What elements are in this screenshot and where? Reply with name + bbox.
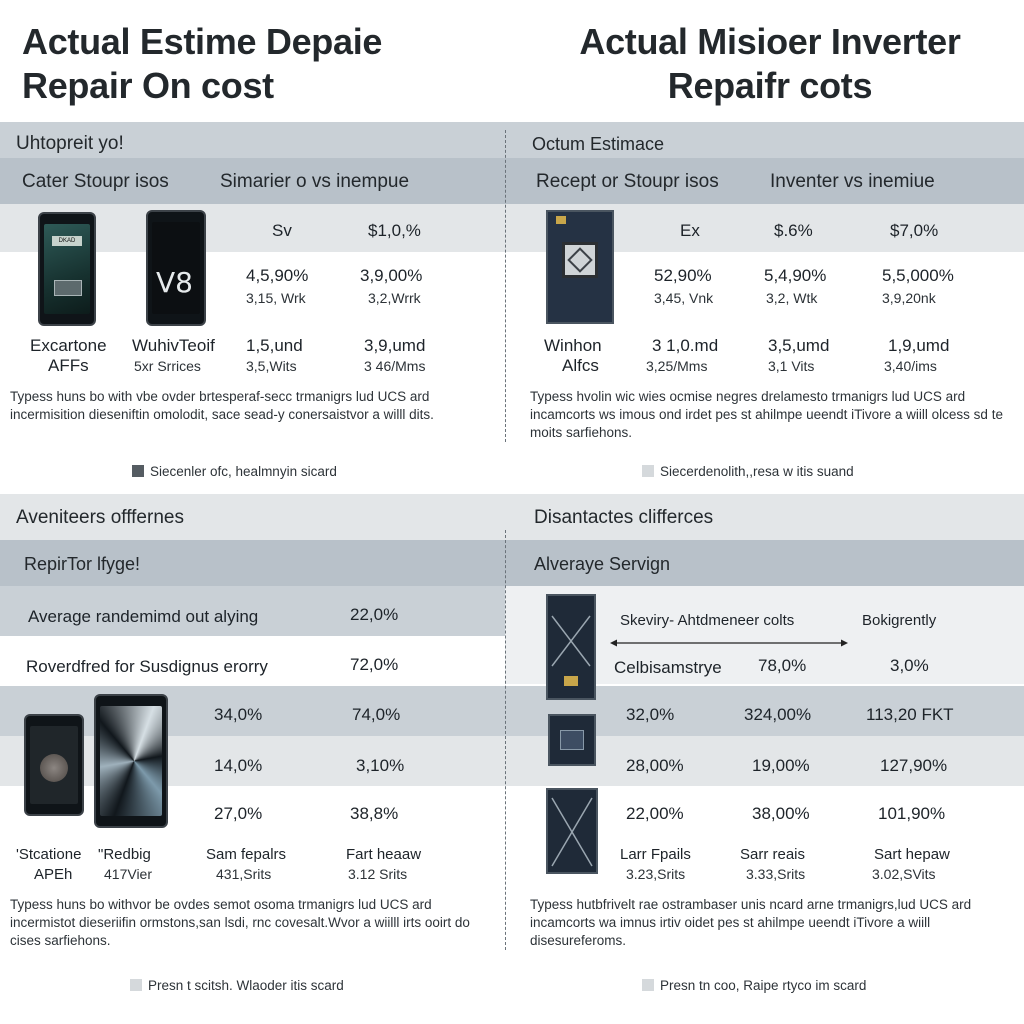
circuit-icon bbox=[548, 790, 596, 872]
right-bottom-legend bbox=[642, 978, 866, 993]
left-bottom-grid-cell: 27,0% bbox=[214, 804, 263, 823]
right-title-line-2: Repaifr cots bbox=[667, 65, 873, 106]
left-top-subcell: 3 46/Mms bbox=[364, 358, 426, 374]
left-bottom-grid-cell: 38,8% bbox=[350, 804, 399, 823]
left-top-col2-header: Simarier o vs inempue bbox=[220, 171, 410, 192]
car-icon bbox=[54, 280, 82, 296]
left-top-legend bbox=[132, 464, 337, 479]
right-top-section-title: Octum Estimace bbox=[532, 134, 665, 154]
right-bottom-foot-label: Sarr reais bbox=[740, 846, 806, 863]
right-bottom-grid-cell: 32,0% bbox=[626, 705, 675, 724]
inverter-image-4 bbox=[546, 788, 598, 874]
left-top-subcell: 3,5,Wits bbox=[246, 358, 297, 374]
phone-image-1 bbox=[38, 212, 96, 326]
left-bottom-device-label: 'Stcatione bbox=[16, 846, 82, 863]
inverter-image-1 bbox=[546, 210, 614, 324]
right-bottom-grid-cell: 113,20 FKT bbox=[866, 705, 954, 724]
left-bottom-row-value: 72,0% bbox=[350, 655, 399, 674]
left-bottom-grid-cell: 14,0% bbox=[214, 756, 263, 775]
left-top-cell: 3,9,00% bbox=[360, 266, 423, 285]
right-page-title bbox=[550, 20, 990, 108]
right-top-cell: 3 1,0.md bbox=[652, 336, 719, 355]
right-bottom-col2-header: Bokigrently bbox=[862, 612, 937, 629]
right-bottom-grid-cell: 324,00% bbox=[744, 705, 812, 724]
left-top-footnote: Typess huns bo with vbe ovder brtesperaf-secc trmanigrs lud UCS ard incermisition dieseniftin omolodit, sace sead-y conersaistvor a willl dits. bbox=[10, 389, 434, 422]
left-bottom-foot-value: 3.12 Srits bbox=[348, 866, 408, 882]
legend-text: Presn tn coo, Raipe rtyco im scard bbox=[660, 978, 867, 993]
right-bottom-foot-label: Larr Fpails bbox=[620, 846, 691, 863]
left-bottom-grid-cell: 74,0% bbox=[352, 705, 401, 724]
left-top-cell: 1,5,und bbox=[246, 336, 303, 355]
legend-swatch bbox=[642, 465, 654, 477]
left-page-title bbox=[22, 20, 382, 108]
left-bottom-header: RepirTor lfyge! bbox=[24, 554, 141, 574]
left-bottom-row-value: 22,0% bbox=[350, 605, 399, 624]
phone-image-2 bbox=[146, 210, 206, 326]
left-bottom-device-label: APEh bbox=[34, 866, 73, 883]
right-top-cell: Ex bbox=[680, 221, 700, 240]
right-bottom-foot-value: 3.33,Srits bbox=[746, 866, 806, 882]
right-top-subcell: 3,1 Vits bbox=[768, 358, 815, 374]
right-top-cell: 52,90% bbox=[654, 266, 712, 285]
right-top-cell: 1,9,umd bbox=[888, 336, 950, 355]
phone-screen-text: V8 bbox=[156, 266, 193, 299]
bottom-divider bbox=[505, 530, 506, 950]
left-bottom-legend bbox=[130, 978, 344, 993]
left-top-device-label: AFFs bbox=[48, 356, 89, 375]
right-top-col1-header: Recept or Stoupr isos bbox=[536, 171, 719, 192]
left-bottom-section-title: Aveniteers offfernes bbox=[16, 507, 184, 528]
right-top-device-label: Winhon bbox=[544, 336, 602, 355]
right-top-subcell: 3,40/ims bbox=[884, 358, 937, 374]
right-top-cell: $7,0% bbox=[890, 221, 939, 240]
left-bottom-foot-label: Fart heaaw bbox=[346, 846, 422, 863]
right-bottom-cell: 78,0% bbox=[758, 656, 807, 675]
right-bottom-section-title: Disantactes clifferces bbox=[534, 507, 714, 528]
right-top-legend bbox=[642, 464, 854, 479]
right-bottom-foot-label: Sart hepaw bbox=[874, 846, 950, 863]
left-bottom-device-label: 417Vier bbox=[104, 866, 153, 882]
left-bottom-foot-label: Sam fepalrs bbox=[206, 846, 287, 863]
right-bottom-foot-value: 3.23,Srits bbox=[626, 866, 686, 882]
right-top-cell: 5,4,90% bbox=[764, 266, 827, 285]
left-top-subcell: 3,2,Wrrk bbox=[368, 290, 421, 306]
right-bottom-grid-cell: 22,00% bbox=[626, 804, 684, 823]
left-bottom-grid-cell: 34,0% bbox=[214, 705, 263, 724]
phone-image-4 bbox=[94, 694, 168, 828]
right-bottom-col1-header: Skeviry- Ahtdmeneer colts bbox=[620, 612, 795, 629]
inverter-image-3 bbox=[548, 714, 596, 766]
left-top-cell: 3,9,umd bbox=[364, 336, 426, 355]
range-arrow-icon bbox=[610, 638, 848, 648]
right-top-subcell: 3,2, Wtk bbox=[766, 290, 818, 306]
legend-swatch bbox=[130, 979, 142, 991]
right-bottom-header: Alveraye Servign bbox=[534, 554, 671, 574]
inverter-image-2 bbox=[546, 594, 596, 700]
right-bottom-grid-cell: 38,00% bbox=[752, 804, 810, 823]
right-top-subcell: 3,25/Mms bbox=[646, 358, 708, 374]
legend-text: Siecenler ofc, healmnyin sicard bbox=[150, 464, 337, 479]
right-top-device-label: Alfcs bbox=[562, 356, 599, 375]
left-top-device-label: 5xr Srrices bbox=[134, 358, 201, 374]
left-top-subcell: 3,15, Wrk bbox=[246, 290, 306, 306]
right-bottom-grid-cell: 19,00% bbox=[752, 756, 810, 775]
top-section-band bbox=[0, 122, 1024, 158]
legend-text: Presn t scitsh. Wlaoder itis scard bbox=[148, 978, 344, 993]
left-bottom-row-label: Roverdfred for Susdignus erorry bbox=[26, 657, 268, 676]
right-bottom-grid-cell: 101,90% bbox=[878, 804, 946, 823]
right-top-cell: 5,5,000% bbox=[882, 266, 954, 285]
left-top-cell: $1,0,% bbox=[368, 221, 421, 240]
left-title-line-1: Actual Estime Depaie bbox=[22, 21, 383, 62]
right-bottom-footnote: Typess hutbfrivelt rae ostrambaser unis ncard arne trmanigrs,lud UCS ard incamcorts wa imnus irtiv oidet pes st ahilmpe ueendt iTivore a wiill disesureferoms. bbox=[530, 897, 972, 948]
right-bottom-grid-cell: 28,00% bbox=[626, 756, 684, 775]
right-top-cell: $.6% bbox=[774, 221, 813, 240]
left-bottom-row-label: Average randemimd out alying bbox=[28, 607, 259, 626]
legend-swatch bbox=[132, 465, 144, 477]
right-top-cell: 3,5,umd bbox=[768, 336, 830, 355]
left-top-cell: Sv bbox=[272, 221, 292, 240]
circuit-icon bbox=[548, 596, 594, 698]
left-top-device-label: Excartone bbox=[30, 336, 107, 355]
left-bottom-device-label: "Redbig bbox=[98, 846, 151, 863]
phone-brand-label: DKAD bbox=[52, 236, 82, 246]
phone-image-3 bbox=[24, 714, 84, 816]
top-divider bbox=[505, 130, 506, 442]
right-top-subcell: 3,45, Vnk bbox=[654, 290, 714, 306]
right-bottom-row-label: Celbisamstrye bbox=[614, 658, 722, 677]
left-top-device-label: WuhivTeoif bbox=[132, 336, 215, 355]
right-bottom-grid-cell: 127,90% bbox=[880, 756, 948, 775]
right-top-col2-header: Inventer vs inemiue bbox=[770, 171, 935, 192]
right-top-footnote: Typess hvolin wic wies ocmise negres drelamesto trmanigrs lud UCS ard incamcorts ws imous ond irdet pes st ahilmpe ueendt iTivore a wiill olcess sd te moits sarfiehons. bbox=[530, 389, 1003, 440]
left-title-line-2: Repair On cost bbox=[22, 65, 274, 106]
right-bottom-cell: 3,0% bbox=[890, 656, 929, 675]
legend-text: Siecerdenolith,,resa w itis suand bbox=[660, 464, 854, 479]
left-top-section-title: Uhtopreit yo! bbox=[16, 133, 124, 154]
left-bottom-foot-value: 431,Srits bbox=[216, 866, 272, 882]
chip-icon bbox=[562, 242, 598, 278]
right-top-subcell: 3,9,20nk bbox=[882, 290, 936, 306]
left-top-cell: 4,5,90% bbox=[246, 266, 309, 285]
left-bottom-grid-cell: 3,10% bbox=[356, 756, 405, 775]
left-bottom-footnote: Typess huns bo withvor be ovdes semot osoma trmanigrs lud UCS ard incermistot dieseriifin ormstons,san lsdi, rnc covesalt.Wvor a wiilll irts ooirt do cises sarfiehons. bbox=[10, 897, 470, 948]
bottom-header-band bbox=[0, 540, 1024, 586]
left-top-col1-header: Cater Stoupr isos bbox=[22, 171, 169, 192]
legend-swatch bbox=[642, 979, 654, 991]
right-bottom-foot-value: 3.02,SVits bbox=[872, 866, 936, 882]
right-title-line-1: Actual Misioer Inverter bbox=[579, 21, 961, 62]
